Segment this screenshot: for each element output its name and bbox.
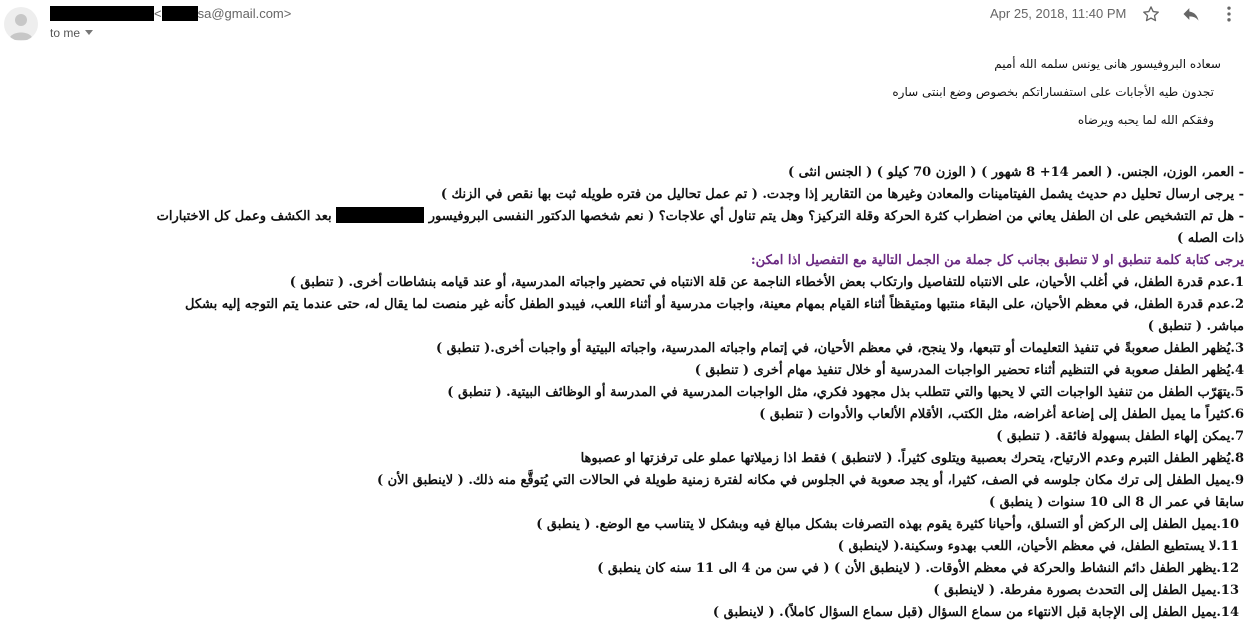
chevron-down-icon [85,30,93,35]
list-item: 9.يميل الطفل إلى ترك مكان جلوسه في الصف، كثيرا، أو يجد صعوبة في الجلوس في مكانه لفترة زمنية طويلة في الحالات التي يُتوقَّع منه ذلك. ( لاينطبق الأن ) [376,473,1244,488]
list-item: 4.يُظهر الطفل صعوبة في التنظيم أثناء تحضير الواجبات المدرسية أو خلال تنفيذ مهام أخرى ( تنطبق ) [694,363,1244,378]
diagnosis-text-b: بعد الكشف وعمل كل الاختبارات [156,209,332,224]
list-item: مباشر. ( تنطبق ) [1147,319,1244,334]
star-button[interactable] [1140,3,1162,25]
sender-line [50,6,291,21]
list-item: سابقا في عمر ال 8 الى 10 سنوات ( ينطبق ) [988,495,1244,510]
diagnosis-line-end: ذات الصله ) [1177,231,1244,246]
list-item: 8.يُظهر الطفل التبرم وعدم الارتياح، يتحرك بعصبية ويتلوى كثيراً. ( لاتنطبق ) فقط اذا زميلاتها عملو على ترفزتها او عصبوها [580,451,1244,466]
list-item: 7.يمكن إلهاء الطفل بسهولة فائقة. ( تنطبق ) [996,429,1244,444]
reply-button[interactable] [1180,3,1202,25]
list-item: 13.يميل الطفل إلى التحدث بصورة مفرطة. ( لاينطبق ) [933,583,1239,598]
sender-lt: < [154,6,162,21]
greeting-line: سعاده البروفيسور هانى يونس سلمه الله أميم [994,57,1221,71]
diagnosis-text-a: - هل تم التشخيص على ان الطفل يعاني من اضطراب كثرة الحركة وقلة التركيز؟ وهل يتم تناول أي علاجات؟ ( نعم شخصها الدكتور النفسى البروفيسور [428,209,1244,224]
diagnosis-line [44,206,1244,228]
more-options-button[interactable] [1218,3,1240,25]
list-item: 6.كثيراً ما يميل الطفل إلى إضاعة أغراضه، مثل الكتب، الأقلام الألعاب والأدوات ( تنطبق ) [759,407,1244,422]
list-item: 10.يميل الطفل إلى الركض أو التسلق، وأحيانا كثيرة يقوم بهذه التصرفات بشكل مبالغ فيه وبشكل لا يتناسب مع الوضع. ( ينطبق ) [536,517,1239,532]
more-vertical-icon [1219,4,1239,24]
list-item: 14.يميل الطفل إلى الإجابة قبل الانتهاء من سماع السؤال (قبل سماع السؤال كاملاً). ( لاينطبق ) [712,605,1239,620]
message-date: Apr 25, 2018, 11:40 PM [990,6,1127,21]
list-item: 12.يظهر الطفل دائم النشاط والحركة في معظم الأوقات. ( لاينطبق الأن ) ( في سن من 4 الى 11 سنه كان ينطبق ) [597,561,1239,576]
sender-email-suffix: sa@gmail.com> [197,6,292,21]
list-item: 3.يُظهر الطفل صعوبةً في تنفيذ التعليمات أو تتبعها، ولا ينجح، في معظم الأحيان، في إتمام واجباته المدرسية، واجباته البيتية أو واجبات أخرى.( تنطبق ) [435,341,1244,356]
blessing-line: وفقكم الله لما يحبه ويرضاه [1077,113,1214,127]
blood-test-line: - يرجى ارسال تحليل دم حديث يشمل الفيتامينات والمعادن وغيرها من التقارير إذا وجدت. ( تم عمل تحاليل من فتره طويله ثبت بها نقص في الزنك ) [440,187,1244,202]
reply-icon [1181,4,1201,24]
age-weight-line: - العمر، الوزن، الجنس. ( العمر 14+ 8 شهور ) ( الوزن 70 كيلو ) ( الجنس انثى ) [787,165,1244,180]
redacted-sender-email [162,6,198,21]
list-item: 5.يتهَرّب الطفل من تنفيذ الواجبات التي لا يحبها والتي تتطلب بذل مجهود فكري، مثل الواجبات المدرسية في المدرسة أو الوظائف البيتية. ( تنطبق ) [447,385,1244,400]
intro-line: تجدون طيه الأجابات على استفساراتكم بخصوص وضع ابنتى ساره [892,85,1214,99]
intro-block [44,50,1244,134]
list-item: 1.عدم قدرة الطفل، في أغلب الأحيان، على الانتباه للتفاصيل وارتكاب بعض الأخطاء الناجمة عن قلة الانتباه في تحضير واجباته المدرسية، أو عند قيامه بنشاطات أخرى. ( تنطبق ) [289,275,1244,290]
recipient-label: to me [50,26,81,40]
message-body [44,50,1244,624]
sender-avatar[interactable] [4,7,38,41]
list-item: 2.عدم قدرة الطفل، في معظم الأحيان، على البقاء منتبها ومتيقظاً أثناء القيام بمهام معينة، واجبات مدرسية أو أثناء اللعب، فيبدو الطفل كأنه غير منصت لما يقال له، حتى عندما يتم التوجه إليه بشكل [184,297,1244,312]
star-icon [1141,4,1161,24]
recipient-toggle[interactable] [50,26,93,40]
instruction-line: يرجى كتابة كلمة تنطبق او لا تنطبق بجانب كل جملة من الجمل التالية مع التفصيل اذا امكن: [750,253,1244,268]
avatar-person-icon [4,7,38,41]
redacted-doctor-name [336,207,424,223]
list-item: 11.لا يستطيع الطفل، في معظم الأحيان، اللعب بهدوء وسكينة.( لاينطبق ) [837,539,1239,554]
redacted-sender-name [50,6,154,21]
